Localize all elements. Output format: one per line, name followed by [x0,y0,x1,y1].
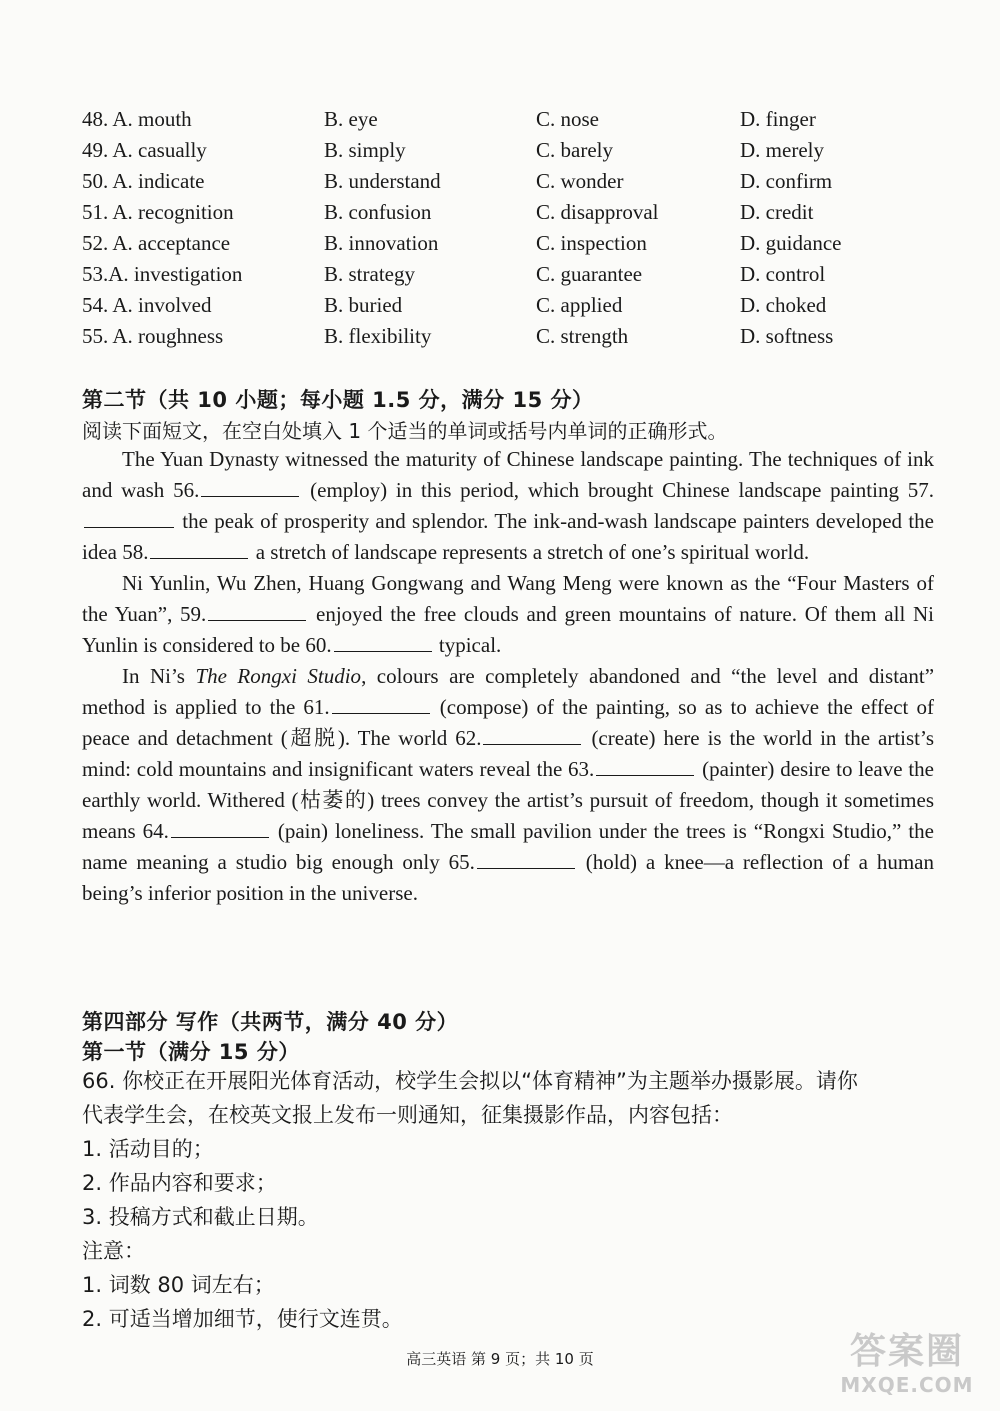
option-row-50 [82,166,942,197]
option-row-49 [82,135,942,166]
option-row-52 [82,228,942,259]
blank-57[interactable] [84,507,174,528]
writing-line: 注意： [82,1239,145,1263]
writing-line: 1. 词数 80 词左右； [82,1273,275,1297]
passage [82,444,934,909]
writing-task [82,1064,942,1336]
blank-61[interactable] [332,693,430,714]
option-a: 53.A. investigation [82,262,243,286]
page-footer: 高三英语 第 9 页；共 10 页 [406,1350,594,1368]
writing-line: 2. 作品内容和要求； [82,1171,277,1195]
option-c: C. nose [536,107,599,131]
watermark-logo [822,1331,992,1403]
option-a: 51. A. recognition [82,200,234,224]
option-c: C. strength [536,324,629,348]
passage-text: Ni Yunlin, Wu Zhen, Huang Gongwang and Wang Meng were known as the “Four Masters of the Yuan”, 59. [82,571,934,626]
passage-text: (painter) desire to leave the earthly world. Withered (枯萎的) trees convey the artist’s pursuit of freedom, though it sometimes means 64. [82,757,934,843]
option-row-54 [82,290,942,321]
watermark-cn: 答案圈 [849,1331,964,1372]
option-d: D. credit [740,200,814,224]
writing-line: 1. 活动目的； [82,1137,214,1161]
option-d: D. finger [740,107,816,131]
option-a: 55. A. roughness [82,324,224,348]
option-b: B. eye [324,107,378,131]
option-d: D. softness [740,324,834,348]
option-a: 48. A. mouth [82,107,192,131]
option-c: C. barely [536,138,613,162]
writing-line: 66. 你校正在开展阳光体育活动，校学生会拟以“体育精神”为主题举办摄影展。请你 [82,1069,858,1093]
passage-text: typical. [433,633,502,657]
option-c: C. guarantee [536,262,643,286]
option-row-53 [82,259,942,290]
option-b: B. strategy [324,262,415,286]
option-b: B. confusion [324,200,432,224]
option-b: B. buried [324,293,403,317]
passage-text: (hold) a knee—a reflection of a human being’s inferior position in the universe. [82,850,934,905]
passage-text: (pain) loneliness. The small pavilion under the trees is “Rongxi Studio,” the name meaning a studio big enough only 65. [82,819,934,874]
option-a: 50. A. indicate [82,169,205,193]
option-d: D. guidance [740,231,842,255]
options-table [82,104,942,352]
option-a: 54. A. involved [82,293,212,317]
passage-text: a stretch of landscape represents a stretch of one’s spiritual world. [250,540,810,564]
writing-line: 3. 投稿方式和截止日期。 [82,1205,319,1229]
option-b: B. innovation [324,231,439,255]
blank-59[interactable] [208,600,306,621]
passage-text: enjoyed the free clouds and green mountains of nature. Of them all Ni Yunlin is considered to be 60. [82,602,935,657]
passage-text: (create) here is the world in the artist’s mind: cold mountains and insignificant waters reveal the 63. [82,726,934,781]
option-c: C. wonder [536,169,624,193]
passage-paragraph-1 [82,444,934,568]
option-b: B. simply [324,138,406,162]
blank-58[interactable] [150,538,248,559]
option-row-48 [82,104,942,135]
option-c: C. applied [536,293,623,317]
blank-65[interactable] [477,848,575,869]
blank-56[interactable] [201,476,299,497]
option-a: 49. A. casually [82,138,207,162]
passage-paragraph-3 [82,661,934,909]
passage-text: The Yuan Dynasty witnessed the maturity of Chinese landscape painting. The techniques of ink and wash 56. [82,447,934,502]
painting-title: The Rongxi Studio [195,664,362,688]
option-a: 52. A. acceptance [82,231,231,255]
section2-heading: 第二节（共 10 小题；每小题 1.5 分，满分 15 分） [82,388,594,412]
passage-text: (employ) in this period, which brought Chinese landscape painting 57. [301,478,935,502]
blank-60[interactable] [334,631,432,652]
passage-paragraph-2 [82,568,934,661]
option-d: D. control [740,262,826,286]
option-d: D. confirm [740,169,833,193]
writing-line: 代表学生会，在校英文报上发布一则通知，征集摄影作品，内容包括： [82,1103,733,1127]
option-row-51 [82,197,942,228]
part4-heading: 第四部分 写作（共两节，满分 40 分） [82,1010,459,1034]
watermark-en: MXQE.COM [840,1373,974,1397]
passage-text: (compose) of the painting, so as to achieve the effect of peace and detachment (超脱). The world 62. [82,695,935,750]
option-row-55 [82,321,942,352]
blank-63[interactable] [596,755,694,776]
passage-text: the peak of prosperity and splendor. The ink-and-wash landscape painters developed the idea 58. [82,509,934,564]
blank-62[interactable] [483,724,581,745]
blank-64[interactable] [171,817,269,838]
passage-text: In Ni’s [122,664,196,688]
option-c: C. disapproval [536,200,659,224]
passage-text: , colours are completely abandoned and “the level and distant” method is applied to the 61. [82,664,935,719]
option-b: B. flexibility [324,324,432,348]
section2-instruction: 阅读下面短文，在空白处填入 1 个适当的单词或括号内单词的正确形式。 [82,419,728,443]
writing-line: 2. 可适当增加细节，使行文连贯。 [82,1307,403,1331]
option-b: B. understand [324,169,441,193]
part4-subheading: 第一节（满分 15 分） [82,1040,300,1064]
option-d: D. choked [740,293,827,317]
option-d: D. merely [740,138,824,162]
option-c: C. inspection [536,231,647,255]
